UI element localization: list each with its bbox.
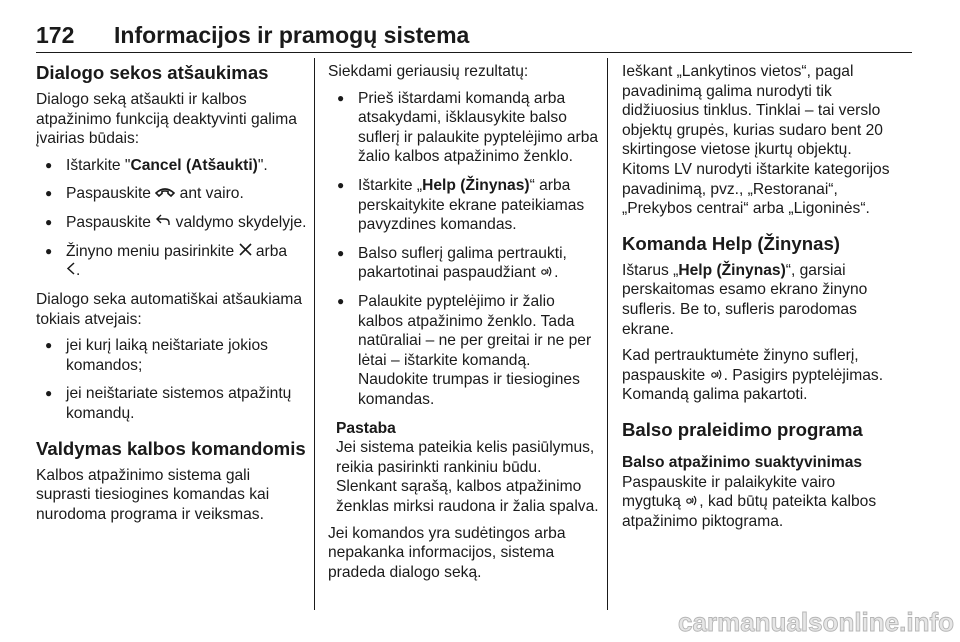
- paragraph: Jei komandos yra sudėtingos arba nepakanka informacijos, sistema pradeda dialogo seką.: [328, 524, 566, 581]
- column-divider: [607, 58, 608, 610]
- list-item: ● jei neištariate sistemos atpažintų komandų.: [36, 384, 308, 423]
- note-label: Pastaba: [336, 419, 396, 437]
- watermark-text: carmanualsonline.info: [678, 608, 954, 636]
- list-item: ● Ištarkite "Cancel (Atšaukti)".: [36, 156, 308, 176]
- voice-speak-icon: [685, 492, 699, 512]
- heading-help-command: Komanda Help (Žinynas): [622, 232, 840, 254]
- watermark: [596, 608, 956, 636]
- voice-speak-icon: [710, 366, 724, 386]
- page-header: [36, 0, 912, 53]
- heading-voice-control: Valdymas kalbos komandomis: [36, 437, 306, 459]
- paragraph: Ištarus „Help (Žinynas)“, garsiai perskaitomas esamo ekrano žinyno sufleris. Be to, sufleris parodomas ekrane.: [622, 261, 868, 338]
- paragraph: Siekdami geriausių rezultatų:: [328, 63, 529, 80]
- auto-cancel-list: [36, 336, 308, 423]
- cancel-methods-list: [36, 156, 308, 281]
- heading-cancel-dialog: Dialogo sekos atšaukimas: [36, 62, 269, 83]
- voice-speak-icon: [540, 263, 554, 283]
- note-box: [328, 419, 600, 517]
- back-arrow-icon: [155, 213, 171, 233]
- page-number: 172: [36, 22, 75, 48]
- list-item: ● Paspauskite valdymo skydelyje.: [36, 213, 308, 233]
- list-item: ● Ištarkite „Help (Žinynas)“ arba perskaitykite ekrane pateikiamas pavyzdines komandas.: [328, 176, 600, 235]
- voice-command: Cancel (Atšaukti): [130, 156, 258, 174]
- list-item: ● Paspauskite ant vairo.: [36, 184, 308, 204]
- paragraph: Kad pertrauktumėte žinyno suflerį, paspauskite . Pasigirs pyptelėjimas. Komandą galima pakartoti.: [622, 347, 884, 404]
- list-item: ● jei kurį laiką neištariate jokios komandos;: [36, 336, 308, 375]
- voice-command: Help (Žinynas): [678, 261, 786, 279]
- tips-list: [328, 89, 600, 410]
- column-2: [328, 62, 600, 589]
- paragraph: Dialogo seka automatiškai atšaukiama tokiais atvejais:: [36, 291, 303, 328]
- page-title: Informacijos ir pramogų sistema: [114, 22, 470, 48]
- paragraph: Ieškant „Lankytinos vietos“, pagal pavadinimą galima nurodyti tik didžiuosius tinklus. Tinklai – tai verslo objektų grupės, kurias sudaro bent 20 skirtingose vietose įkurtų objektų. Kitoms LV nurodyti ištarkite kategorijos pavadinimą, pvz., „Restoranai“, „Prekybos centrai“ arba „Ligoninės“.: [622, 63, 890, 218]
- paragraph: Dialogo seką atšaukti ir kalbos atpažinimo funkciją deaktyvinti galima įvairias būdais:: [36, 91, 297, 148]
- column-3: [622, 62, 898, 538]
- list-item: ● Prieš ištardami komandą arba atsakydami, išklausykite balso suflerį ir palaukite pyptelėjimo arba žalio kalbos atpažinimo ženklo.: [328, 89, 600, 167]
- list-item: ● Palaukite pyptelėjimo ir žalio kalbos atpažinimo ženklo. Tada natūraliai – ne per greitai ir ne per lėtai – ištarkite komandą. Naudokite trumpas ir tiesiogines komandas.: [328, 292, 600, 410]
- paragraph: Paspauskite ir palaikykite vairo mygtuką , kad būtų pateikta kalbos atpažinimo piktograma.: [622, 473, 877, 530]
- heading-voice-passthrough: Balso praleidimo programa: [622, 418, 863, 440]
- close-x-icon: [239, 242, 252, 262]
- chevron-left-icon: [66, 261, 76, 281]
- note-text: Jei sistema pateikia kelis pasiūlymus, reikia pasirinkti rankiniu būdu. Slenkant sąrašą, kalbos atpažinimo ženklas mirksi raudona ir žalia spalva.: [336, 439, 599, 515]
- column-divider: [314, 58, 315, 610]
- subheading-activation: Balso atpažinimo suaktyvinimas: [622, 453, 863, 471]
- column-1: [36, 62, 308, 531]
- paragraph: Kalbos atpažinimo sistema gali suprasti tiesiogines komandas kai nurodoma programa ir veiksmas.: [36, 466, 270, 523]
- voice-command: Help (Žinynas): [422, 176, 530, 194]
- list-item: ● Balso suflerį galima pertraukti, pakartotinai paspaudžiant .: [328, 244, 600, 283]
- list-item: ● Žinyno meniu pasirinkite arba .: [36, 242, 308, 281]
- phone-hangup-icon: [155, 184, 175, 204]
